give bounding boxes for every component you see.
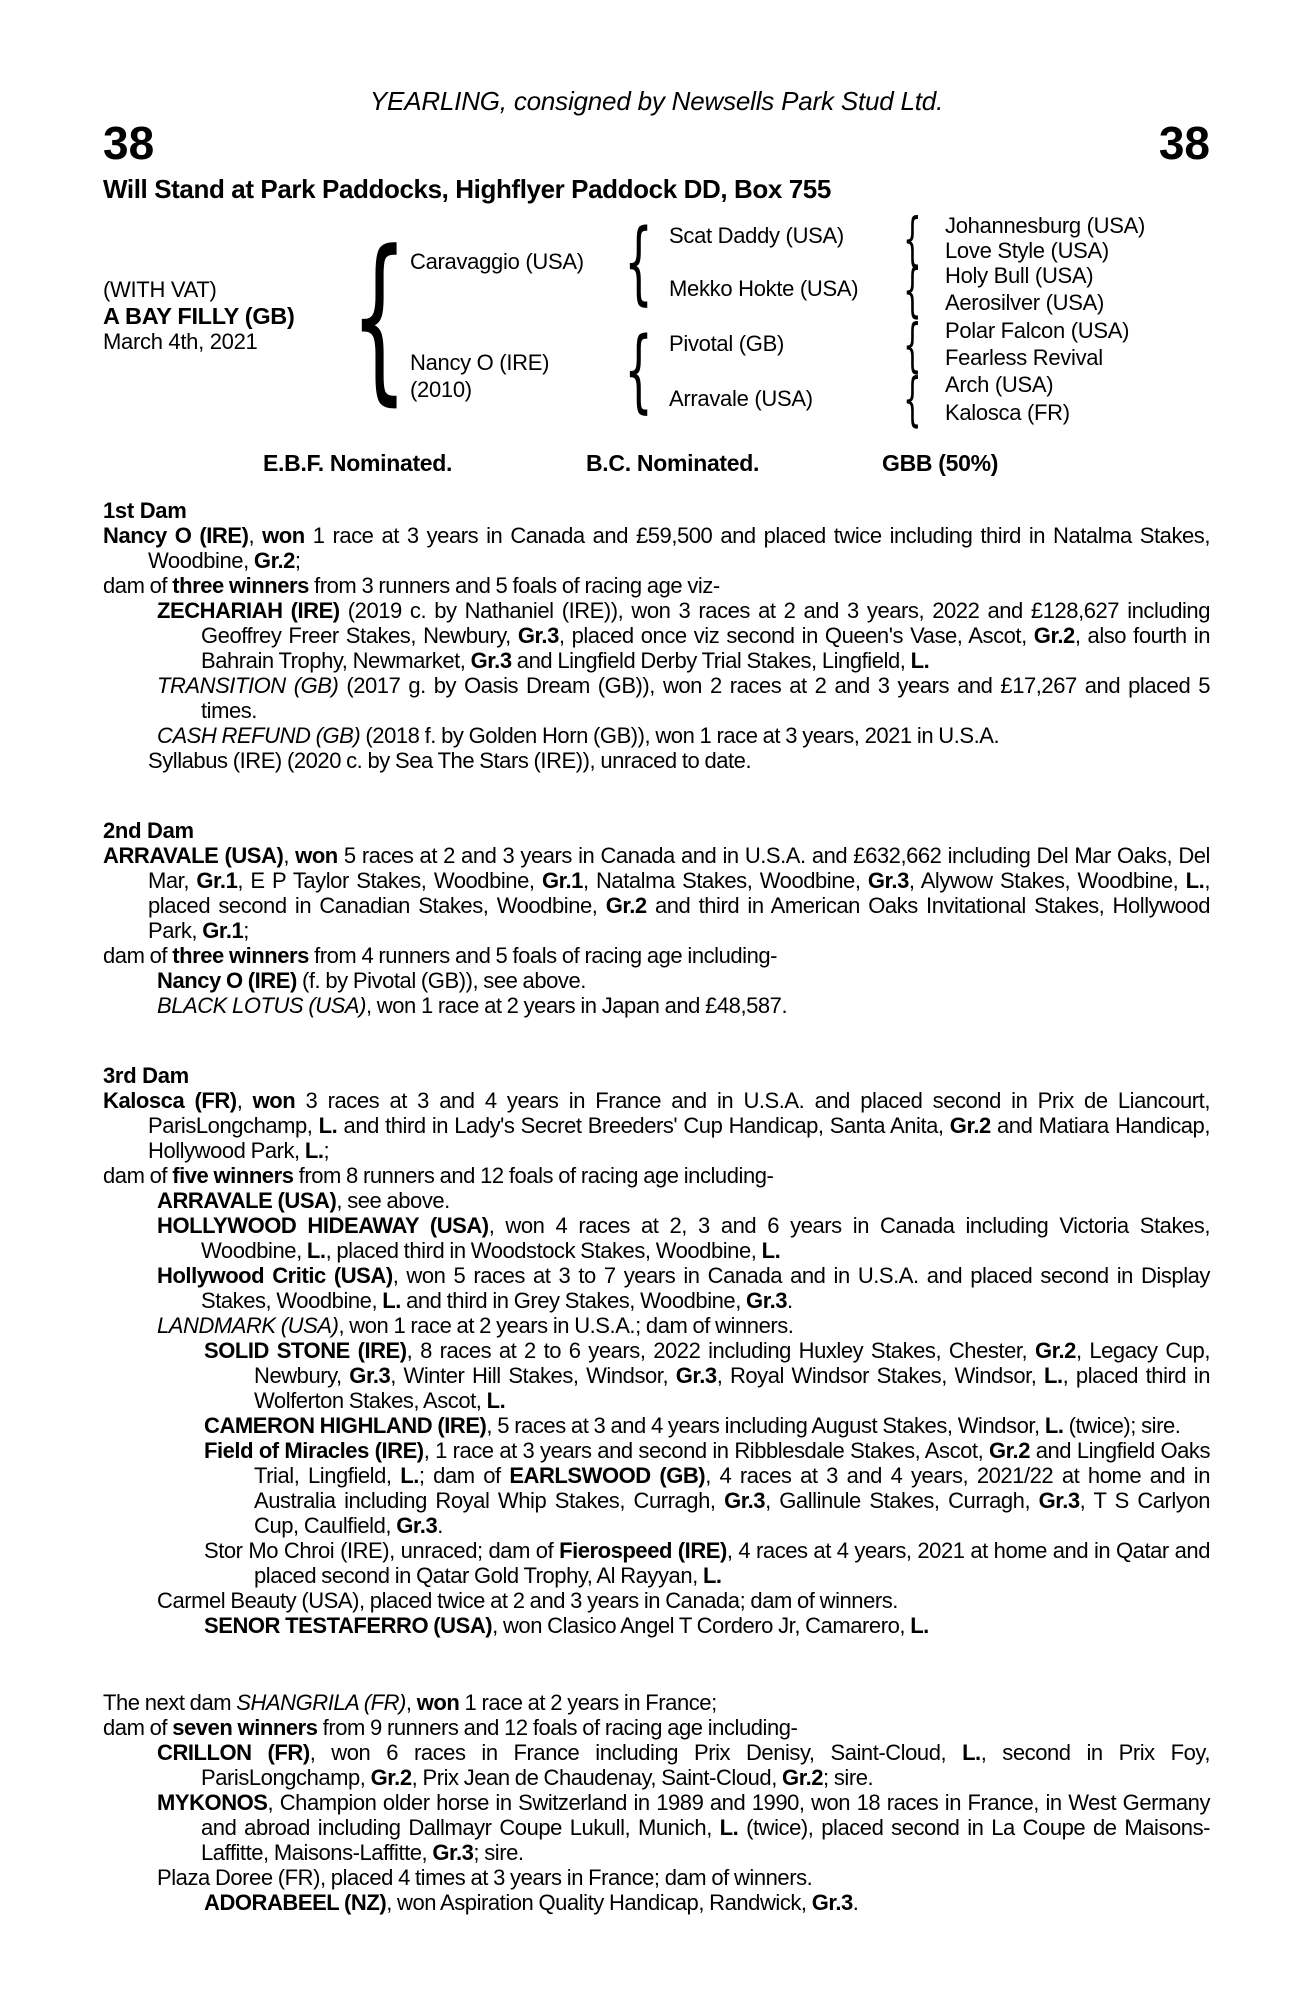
dam-heading: 3rd Dam <box>103 1063 189 1088</box>
text-run: Gr.1 <box>202 918 244 943</box>
text-run: Plaza Doree (FR), placed 4 times at 3 years in France; dam of winners. <box>157 1865 813 1890</box>
text-run: HOLLYWOOD HIDEAWAY (USA) <box>157 1213 489 1238</box>
text-run: dam of <box>103 943 173 968</box>
text-run: and third in Grey Stakes, Woodbine, <box>400 1288 747 1313</box>
stand-location-line: Will Stand at Park Paddocks, Highflyer Paddock DD, Box 755 <box>103 174 831 204</box>
text-run: dam of <box>103 1163 173 1188</box>
brace-icon: { <box>902 365 922 433</box>
text-run: (twice), placed second in La Coupe de Maisons-Laffitte, Maisons-Laffitte, <box>201 1815 1210 1865</box>
text-run: LANDMARK (USA) <box>157 1313 339 1338</box>
pedigree-paragraph <box>103 1715 1210 1740</box>
text-run: , placed third in Wolferton Stakes, Ascot, <box>254 1363 1210 1413</box>
text-run: Syllabus (IRE) (2020 c. by Sea The Stars (IRE)), unraced to date. <box>148 748 752 773</box>
pedigree-dam-sire-dam: Fearless Revival <box>945 345 1103 370</box>
text-run: Nancy O (IRE) <box>157 968 297 993</box>
text-run: , won 1 race at 2 years in Japan and £48,587. <box>365 993 788 1018</box>
pedigree-paragraph <box>103 1538 1210 1588</box>
text-run: , second in Prix Foy, ParisLongchamp, <box>201 1740 1210 1790</box>
text-run: Kalosca (FR) <box>103 1088 237 1113</box>
text-run: ; <box>323 1138 330 1163</box>
pedigree-paragraph <box>103 523 1210 573</box>
text-run: , 1 race at 3 years and second in Ribblesdale Stakes, Ascot, <box>423 1438 989 1463</box>
text-run: L. <box>1044 1413 1064 1438</box>
text-run: L. <box>486 1388 506 1413</box>
text-run: , <box>405 1690 417 1715</box>
lot-number-left: 38 <box>103 117 155 169</box>
text-run: , won 1 race at 2 years in U.S.A.; dam of winners. <box>338 1313 794 1338</box>
text-run: , <box>283 843 296 868</box>
text-run: and Lingfield Oaks Trial, Lingfield, <box>254 1438 1211 1488</box>
text-run: L. <box>304 1138 324 1163</box>
gbb-badge: GBB (50%) <box>882 450 999 476</box>
text-run: , Prix Jean de Chaudenay, Saint-Cloud, <box>411 1765 783 1790</box>
text-run: , won Aspiration Quality Handicap, Randwick, <box>386 1890 812 1915</box>
text-run: won <box>262 523 305 548</box>
text-run: ZECHARIAH (IRE) <box>157 598 340 623</box>
text-run: SOLID STONE (IRE) <box>204 1338 407 1363</box>
text-run: Gr.3 <box>675 1363 717 1388</box>
text-run: ; <box>294 548 301 573</box>
text-run: L. <box>1044 1363 1063 1388</box>
text-run: ; <box>243 918 249 943</box>
lot-number-row <box>103 117 1210 169</box>
text-run: MYKONOS <box>157 1790 268 1815</box>
brace-icon: { <box>350 213 408 422</box>
text-run: Hollywood Critic (USA) <box>157 1263 393 1288</box>
pedigree-sire: Caravaggio (USA) <box>410 249 584 274</box>
text-run: three winners <box>172 573 309 598</box>
text-run: , T S Carlyon Cup, Caulfield, <box>254 1488 1210 1538</box>
text-run: (2018 f. by Golden Horn (GB)), won 1 race at 3 years, 2021 in U.S.A. <box>360 723 1000 748</box>
brace-icon: { <box>902 256 922 324</box>
text-run: L. <box>400 1463 419 1488</box>
text-run: seven winners <box>172 1715 318 1740</box>
pedigree-sire-dam-dam: Aerosilver (USA) <box>945 290 1105 315</box>
text-run: Stor Mo Chroi (IRE), unraced; dam of <box>204 1538 560 1563</box>
text-run: Gr.3 <box>517 623 559 648</box>
text-run: TRANSITION (GB) <box>157 673 339 698</box>
text-run: Gr.2 <box>988 1438 1030 1463</box>
pedigree-paragraph <box>103 1865 1210 1890</box>
text-run: Gr.3 <box>724 1488 766 1513</box>
dam-section <box>103 818 1210 1018</box>
text-run: ADORABEEL (NZ) <box>204 1890 387 1915</box>
pedigree-paragraph <box>103 1263 1210 1313</box>
text-run: , see above. <box>336 1188 450 1213</box>
text-run: , Royal Windsor Stakes, Windsor, <box>716 1363 1045 1388</box>
text-run: SHANGRILA (FR) <box>236 1690 406 1715</box>
text-run: , 4 races at 4 years, 2021 at home and in Qatar and placed second in Qatar Gold Trophy, Al Rayyan, <box>254 1538 1210 1588</box>
pedigree-paragraph <box>103 1338 1210 1413</box>
lot-number-right: 38 <box>1158 117 1210 169</box>
text-run: Gr.2 <box>605 893 647 918</box>
pedigree-paragraph <box>103 1690 1210 1715</box>
text-run: and third in American Oaks Invitational Stakes, Hollywood Park, <box>148 893 1210 943</box>
text-run: (2019 c. by Nathaniel (IRE)), won 3 races at 2 and 3 years, 2022 and £128,627 including Geoffrey Freer Stakes, Newbury, <box>201 598 1210 648</box>
text-run: L. <box>382 1288 401 1313</box>
text-run: L. <box>962 1740 981 1765</box>
text-run: L. <box>761 1238 781 1263</box>
pedigree-paragraph <box>103 968 1210 993</box>
text-run: (2017 g. by Oasis Dream (GB)), won 2 races at 2 and 3 years and £17,267 and placed 5 times. <box>201 673 1211 723</box>
text-run: EARLSWOOD (GB) <box>509 1463 706 1488</box>
text-run: from 9 runners and 12 foals of racing age including- <box>317 1715 798 1740</box>
next-dam-section <box>103 1690 1210 1915</box>
pedigree-sire-sire-sire: Johannesburg (USA) <box>945 213 1146 238</box>
brace-icon: { <box>623 210 653 315</box>
text-run: , Legacy Cup, Newbury, <box>254 1338 1210 1388</box>
text-run: and third in Lady's Secret Breeders' Cup Handicap, Santa Anita, <box>337 1113 950 1138</box>
text-run: CAMERON HIGHLAND (IRE) <box>204 1413 487 1438</box>
text-run: Gr.2 <box>949 1113 991 1138</box>
text-run: . <box>437 1513 443 1538</box>
text-run: 5 races at 2 and 3 years in Canada and in U.S.A. and £632,662 including Del Mar Oaks, Del Mar, <box>148 843 1210 893</box>
text-run: BLACK LOTUS (USA) <box>157 993 366 1018</box>
pedigree-paragraph <box>103 1790 1210 1865</box>
brace-icon: { <box>902 205 922 273</box>
text-run: Gr.1 <box>196 868 238 893</box>
text-run: , Champion older horse in Switzerland in 1989 and 1990, won 18 races in France, in West Germany and abroad including Dallmayr Coupe Lukull, Munich, <box>201 1790 1210 1840</box>
text-run: , placed third in Woodstock Stakes, Woodbine, <box>325 1238 762 1263</box>
text-run: , placed second in Canadian Stakes, Woodbine, <box>148 868 1210 918</box>
text-run: Gr.3 <box>746 1288 788 1313</box>
pedigree-paragraph <box>103 1313 1210 1338</box>
text-run: 3 races at 3 and 4 years in France and in U.S.A. and placed second in Prix de Liancourt, ParisLongchamp, <box>148 1088 1210 1138</box>
text-run: 1 race at 2 years in France; <box>459 1690 717 1715</box>
nominations-line <box>103 450 1210 476</box>
text-run: , 8 races at 2 to 6 years, 2022 including Huxley Stakes, Chester, <box>406 1338 1035 1363</box>
text-run: Gr.3 <box>811 1890 853 1915</box>
text-run: Carmel Beauty (USA), placed twice at 2 and 3 years in Canada; dam of winners. <box>157 1588 898 1613</box>
text-run: L. <box>318 1113 338 1138</box>
text-run: ; dam of <box>418 1463 510 1488</box>
text-run: Gr.3 <box>396 1513 438 1538</box>
text-run: . <box>852 1890 859 1915</box>
pedigree-paragraph <box>103 723 1210 748</box>
pedigree-paragraph <box>103 1188 1210 1213</box>
pedigree-paragraph <box>103 1213 1210 1263</box>
pedigree-paragraph <box>103 1163 1210 1188</box>
pedigree-paragraph <box>103 1588 1210 1613</box>
text-run: won <box>252 1088 296 1113</box>
consignor-line: YEARLING, consigned by Newsells Park Stud Ltd. <box>369 86 944 116</box>
text-run: , Winter Hill Stakes, Windsor, <box>390 1363 676 1388</box>
text-run: (twice); sire. <box>1063 1413 1181 1438</box>
text-run: ARRAVALE (USA) <box>103 843 284 868</box>
pedigree-paragraph <box>103 1613 1210 1638</box>
pedigree-paragraph <box>103 748 1210 773</box>
pedigree-paragraph <box>103 598 1210 673</box>
pedigree-paragraph <box>103 843 1210 943</box>
text-run: won <box>295 843 338 868</box>
subject-foal-date: March 4th, 2021 <box>103 329 258 354</box>
text-run: Gr.3 <box>470 648 512 673</box>
text-run: CRILLON (FR) <box>157 1740 310 1765</box>
text-run: Gr.2 <box>253 548 295 573</box>
text-run: ARRAVALE (USA) <box>157 1188 337 1213</box>
text-run: , won 6 races in France including Prix Denisy, Saint-Cloud, <box>309 1740 963 1765</box>
text-run: Nancy O (IRE) <box>103 523 249 548</box>
bc-nomination: B.C. Nominated. <box>586 450 760 476</box>
text-run: Gr.2 <box>370 1765 412 1790</box>
text-run: Fierospeed (IRE) <box>559 1538 727 1563</box>
text-run: ; sire. <box>823 1765 874 1790</box>
pedigree-dam-dam: Arravale (USA) <box>669 386 813 411</box>
text-run: , <box>248 523 263 548</box>
pedigree-sire-sire: Scat Daddy (USA) <box>669 223 844 248</box>
text-run: , won 5 races at 3 to 7 years in Canada and in U.S.A. and placed second in Display Stakes, Woodbine, <box>201 1263 1210 1313</box>
subject-description: A BAY FILLY (GB) <box>103 303 295 329</box>
text-run: and Lingfield Derby Trial Stakes, Lingfield, <box>511 648 911 673</box>
text-run: dam of <box>103 1715 173 1740</box>
text-run: from 4 runners and 5 foals of racing age including- <box>308 943 778 968</box>
pedigree-paragraph <box>103 673 1210 723</box>
pedigree-paragraph <box>103 1413 1210 1438</box>
ebf-nomination: E.B.F. Nominated. <box>263 450 453 476</box>
text-run: L. <box>910 648 930 673</box>
text-run: Gr.2 <box>782 1765 824 1790</box>
pedigree-dam-dam-dam: Kalosca (FR) <box>945 400 1070 425</box>
text-run: , <box>236 1088 253 1113</box>
text-run: , Natalma Stakes, Woodbine, <box>582 868 868 893</box>
text-run: dam of <box>103 573 173 598</box>
dam-heading: 2nd Dam <box>103 818 194 843</box>
pedigree-dam: Nancy O (IRE) <box>410 350 550 375</box>
text-run: won <box>416 1690 460 1715</box>
text-run: 1 race at 3 years in Canada and £59,500 and placed twice including third in Natalma Stakes, Woodbine, <box>148 523 1211 573</box>
pedigree-paragraph <box>103 1890 1210 1915</box>
pedigree-paragraph <box>103 573 1210 598</box>
dam-section <box>103 498 1210 773</box>
text-run: , Gallinule Stakes, Curragh, <box>765 1488 1039 1513</box>
pedigree-paragraph <box>103 993 1210 1018</box>
dam-sections <box>103 498 1210 1915</box>
pedigree-dam-sire-sire: Polar Falcon (USA) <box>945 318 1130 343</box>
pedigree-table <box>103 203 1210 440</box>
text-run: CASH REFUND (GB) <box>157 723 361 748</box>
text-run: , Alywow Stakes, Woodbine, <box>908 868 1186 893</box>
pedigree-sire-sire-dam: Love Style (USA) <box>945 238 1109 263</box>
text-run: Gr.3 <box>1038 1488 1080 1513</box>
text-run: , also fourth in Bahrain Trophy, Newmarket, <box>201 623 1210 673</box>
text-run: and Matiara Handicap, Hollywood Park, <box>148 1113 1210 1163</box>
text-run: L. <box>702 1563 722 1588</box>
text-run: , won 4 races at 2, 3 and 6 years in Canada including Victoria Stakes, Woodbine, <box>201 1213 1210 1263</box>
pedigree-sire-dam: Mekko Hokte (USA) <box>669 276 859 301</box>
text-run: ; sire. <box>473 1840 524 1865</box>
text-run: Gr.2 <box>1034 1338 1076 1363</box>
pedigree-paragraph <box>103 1438 1210 1538</box>
pedigree-dam-dam-sire: Arch (USA) <box>945 372 1054 397</box>
text-run: . <box>787 1288 793 1313</box>
text-run: Gr.3 <box>867 868 909 893</box>
dam-section <box>103 1063 1210 1638</box>
text-run: , placed once viz second in Queen's Vase, Ascot, <box>558 623 1034 648</box>
text-run: , 4 races at 3 and 4 years, 2021/22 at home and in Australia including Royal Whip Stakes, Curragh, <box>254 1463 1210 1513</box>
pedigree-dam-year: (2010) <box>410 377 472 402</box>
text-run: Field of Miracles (IRE) <box>204 1438 424 1463</box>
text-run: L. <box>719 1815 739 1840</box>
subject-vat-note: (WITH VAT) <box>103 277 217 302</box>
pedigree-sire-dam-sire: Holy Bull (USA) <box>945 263 1094 288</box>
text-run: Gr.3 <box>432 1840 474 1865</box>
text-run: , 5 races at 3 and 4 years including August Stakes, Windsor, <box>486 1413 1045 1438</box>
dam-heading: 1st Dam <box>103 498 187 523</box>
text-run: , won Clasico Angel T Cordero Jr, Camarero, <box>492 1613 911 1638</box>
text-run: , E P Taylor Stakes, Woodbine, <box>237 868 542 893</box>
text-run: five winners <box>172 1163 294 1188</box>
pedigree-paragraph <box>103 1740 1210 1790</box>
brace-icon: { <box>902 311 922 379</box>
text-run: L. <box>1185 868 1205 893</box>
brace-icon: { <box>623 318 653 423</box>
text-run: SENOR TESTAFERRO (USA) <box>204 1613 493 1638</box>
pedigree-dam-sire: Pivotal (GB) <box>669 331 784 356</box>
text-run: (f. by Pivotal (GB)), see above. <box>296 968 586 993</box>
pedigree-paragraph <box>103 943 1210 968</box>
text-run: Gr.3 <box>349 1363 391 1388</box>
text-run: The next dam <box>103 1690 237 1715</box>
pedigree-paragraph <box>103 1088 1210 1163</box>
text-run: L. <box>910 1613 929 1638</box>
text-run: Gr.1 <box>541 868 583 893</box>
text-run: from 3 runners and 5 foals of racing age viz- <box>308 573 720 598</box>
text-run: three winners <box>172 943 309 968</box>
text-run: Gr.2 <box>1033 623 1075 648</box>
text-run: from 8 runners and 12 foals of racing age including- <box>293 1163 774 1188</box>
text-run: L. <box>306 1238 326 1263</box>
